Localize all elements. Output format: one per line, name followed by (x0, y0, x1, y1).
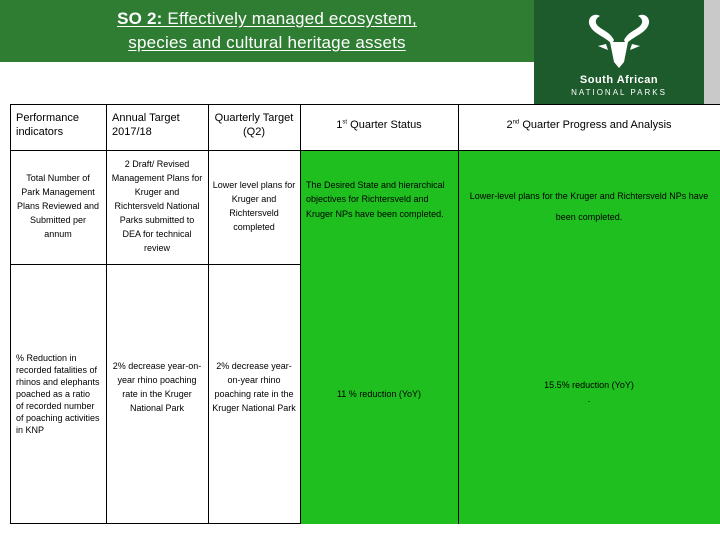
row1-indicator: Total Number of Park Management Plans Reviewed and Submitted per annum (10, 150, 106, 264)
header-q1-label: Quarter Status (347, 118, 422, 131)
logo-edge-strip (704, 0, 720, 105)
header-q2-number: 2 (506, 118, 513, 131)
sanparks-logo (534, 0, 704, 105)
performance-table (10, 104, 720, 524)
row2-q2-cell (458, 264, 720, 524)
grid-line (458, 104, 459, 524)
header-annual-target: Annual Target 2017/18 (106, 104, 208, 146)
header-quarterly-target: Quarterly Target (Q2) (208, 104, 300, 146)
grid-line (10, 104, 11, 524)
logo-text-line-2: NATIONAL PARKS (571, 88, 667, 97)
row1-quarterly-target: Lower level plans for Kruger and Richtersveld completed (208, 150, 300, 264)
header-q1-status (300, 104, 458, 146)
row2-indicator: % Reduction in recorded fatalities of rhinos and elephants poached as a ratio of recorded number of poaching activities in KNP (10, 264, 106, 524)
row2-q2-extra: . (587, 394, 591, 405)
row1-q2-progress: Lower-level plans for the Kruger and Richtersveld NPs have been completed. (458, 150, 720, 264)
row1-q1-status: The Desired State and hierarchical objectives for Richtersveld and Kruger NPs have been completed. (300, 150, 458, 264)
header-q1-superscript: st (342, 119, 348, 126)
row2-quarterly-target: 2% decrease year-on-year rhino poaching rate in the Kruger National Park (208, 264, 300, 524)
header-q1-number: 1 (336, 118, 343, 131)
title-banner (0, 0, 534, 62)
header-q2-progress (458, 104, 720, 146)
page-title-line-1 (0, 9, 534, 29)
title-prefix: SO 2: (117, 9, 163, 28)
header-q2-label: Quarter Progress and Analysis (519, 118, 672, 131)
page-title-line-2: species and cultural heritage assets (128, 33, 406, 52)
row2-annual-target: 2% decrease year-on-year rhino poaching rate in the Kruger National Park (106, 264, 208, 524)
row2-q1-status: 11 % reduction (YoY) (300, 264, 458, 524)
grid-line (300, 104, 301, 524)
logo-text-line-1: South African (579, 74, 659, 86)
grid-line (10, 104, 720, 105)
header-performance-indicators: Performance indicators (10, 104, 106, 146)
grid-line (106, 104, 107, 524)
grid-line (10, 264, 300, 265)
row1-annual-target: 2 Draft/ Revised Management Plans for Kruger and Richtersveld National Parks submitted to DEA for technical review (106, 150, 208, 264)
grid-line (208, 104, 209, 524)
row2-q2-progress: 15.5% reduction (YoY) (544, 380, 634, 390)
grid-line (10, 150, 720, 151)
kudu-head-icon (534, 0, 704, 72)
header-q2-superscript: nd (512, 119, 520, 126)
grid-line (10, 523, 300, 524)
title-line-1-text: Effectively managed ecosystem, (162, 9, 417, 28)
